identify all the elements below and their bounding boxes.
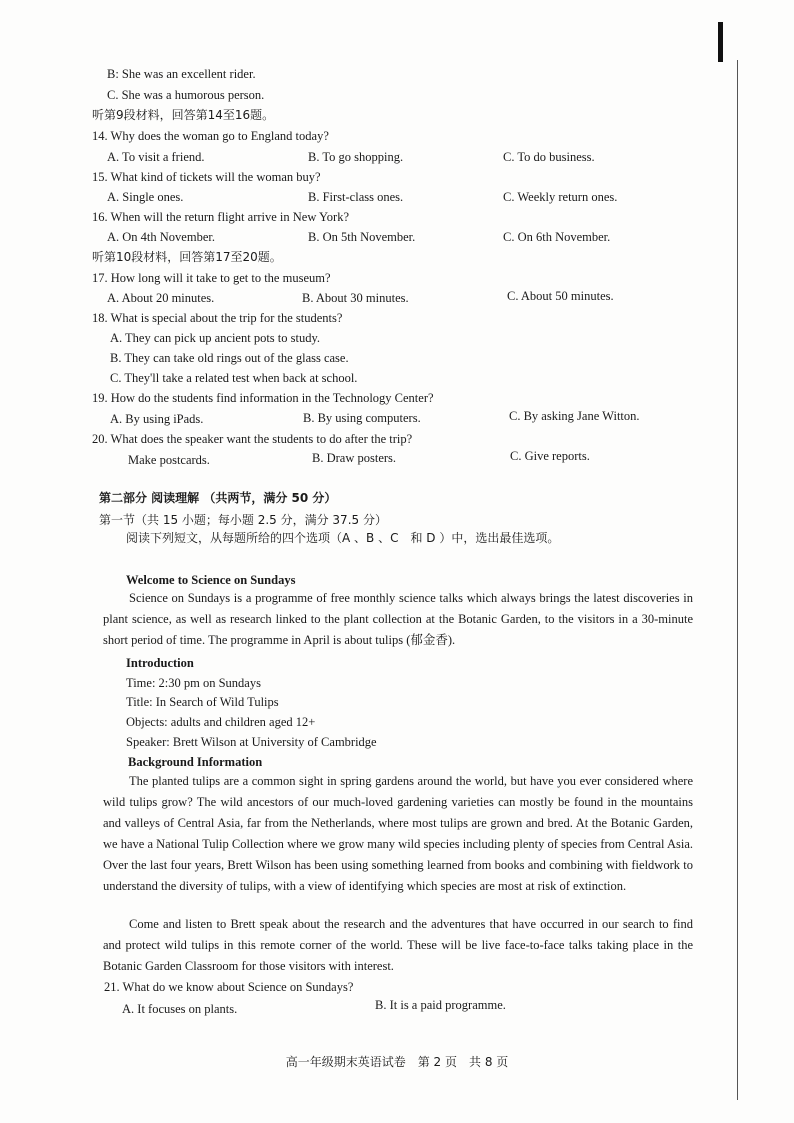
q14-stem: 14. Why does the woman go to England today?: [92, 129, 329, 143]
q19-stem: 19. How do the students find information in the Technology Center?: [92, 391, 434, 405]
q16-option-b: B. On 5th November.: [308, 230, 416, 244]
q17-option-b: B. About 30 minutes.: [302, 291, 409, 305]
article-intro-paragraph: Science on Sundays is a programme of free monthly science talks which always brings the latest discoveries in plant science, as well as research linked to the plant collection at the Botanic Garden, to the visitors in a 30-minute short period of time. The programme in April is about tulips (郁金香).: [103, 591, 693, 647]
q17-option-a: A. About 20 minutes.: [107, 291, 215, 305]
come-listen-paragraph: Come and listen to Brett speak about the research and the adventures that have occurred in our search to find and protect wild tulips in this remote corner of the world. These will be live face-to-face talks taking place in the Botanic Garden Classroom for those visitors with interest.: [103, 917, 693, 973]
q13-option-c: C. She was a humorous person.: [107, 88, 265, 102]
q19-option-b: B. By using computers.: [303, 411, 421, 425]
q18-option-b: B. They can take old rings out of the glass case.: [110, 351, 349, 365]
q19-option-a: A. By using iPads.: [110, 412, 204, 426]
scan-edge-mark: [718, 22, 723, 62]
background-paragraph: The planted tulips are a common sight in spring gardens around the world, but have you ever considered where wild tulips grow? The wild ancestors of our much-loved gardening varieties can mostly be found in the mountains and valleys of Central Asia, far from the Netherlands, where most tulips are grown and bred. At the Botanic Garden, we have a National Tulip Collection where we grow many wild species including plenty of species from Central Asia. Over the last four years, Brett Wilson has been using something learned from books and combining with fieldwork to understand the diversity of tulips, with a view of identifying which species are most at risk of extinction.: [103, 774, 693, 893]
q18-option-c: C. They'll take a related test when back at school.: [110, 371, 358, 385]
q18-stem: 18. What is special about the trip for the students?: [92, 311, 343, 325]
q21-option-a: A. It focuses on plants.: [122, 1002, 238, 1016]
scan-edge-line: [737, 60, 738, 1100]
q20-option-b: B. Draw posters.: [312, 451, 397, 465]
page-footer: 高一年级期末英语试卷 第 2 页 共 8 页: [285, 1055, 509, 1069]
q15-option-c: C. Weekly return ones.: [503, 190, 618, 204]
q14-option-b: B. To go shopping.: [308, 150, 404, 164]
q19-option-c: C. By asking Jane Witton.: [509, 409, 640, 423]
q20-option-a: Make postcards.: [128, 453, 210, 467]
part2-heading: 第二部分 阅读理解 （共两节，满分 50 分）: [99, 491, 337, 505]
q17-stem: 17. How long will it take to get to the museum?: [92, 271, 331, 285]
q17-option-c: C. About 50 minutes.: [507, 289, 614, 303]
section-instruction-9: 听第9段材料，回答第14至16题。: [92, 108, 275, 122]
introduction-heading: Introduction: [126, 656, 194, 670]
q18-option-a: A. They can pick up ancient pots to study.: [110, 331, 321, 345]
q16-stem: 16. When will the return flight arrive in New York?: [92, 210, 350, 224]
intro-objects: Objects: adults and children aged 12+: [126, 715, 316, 729]
q15-option-b: B. First-class ones.: [308, 190, 404, 204]
reading-instruction: 阅读下列短文，从每题所给的四个选项（A 、B 、C 和 D ）中，选出最佳选项。: [126, 531, 560, 545]
q16-option-a: A. On 4th November.: [107, 230, 215, 244]
q21-option-b: B. It is a paid programme.: [375, 998, 506, 1012]
intro-time: Time: 2:30 pm on Sundays: [126, 676, 261, 690]
q20-option-c: C. Give reports.: [510, 449, 590, 463]
intro-speaker: Speaker: Brett Wilson at University of Cambridge: [126, 735, 377, 749]
q15-option-a: A. Single ones.: [107, 190, 184, 204]
q14-option-c: C. To do business.: [503, 150, 595, 164]
q16-option-c: C. On 6th November.: [503, 230, 611, 244]
background-heading: Background Information: [128, 755, 263, 769]
q13-option-b: B: She was an excellent rider.: [107, 67, 256, 81]
section1-heading: 第一节（共 15 小题；每小题 2.5 分，满分 37.5 分）: [99, 513, 387, 527]
q21-stem: 21. What do we know about Science on Sundays?: [104, 980, 354, 994]
section-instruction-10: 听第10段材料，回答第17至20题。: [92, 250, 282, 264]
intro-title: Title: In Search of Wild Tulips: [126, 695, 279, 709]
q14-option-a: A. To visit a friend.: [107, 150, 205, 164]
q20-stem: 20. What does the speaker want the students to do after the trip?: [92, 432, 413, 446]
article-title: Welcome to Science on Sundays: [126, 573, 296, 587]
q15-stem: 15. What kind of tickets will the woman buy?: [92, 170, 321, 184]
